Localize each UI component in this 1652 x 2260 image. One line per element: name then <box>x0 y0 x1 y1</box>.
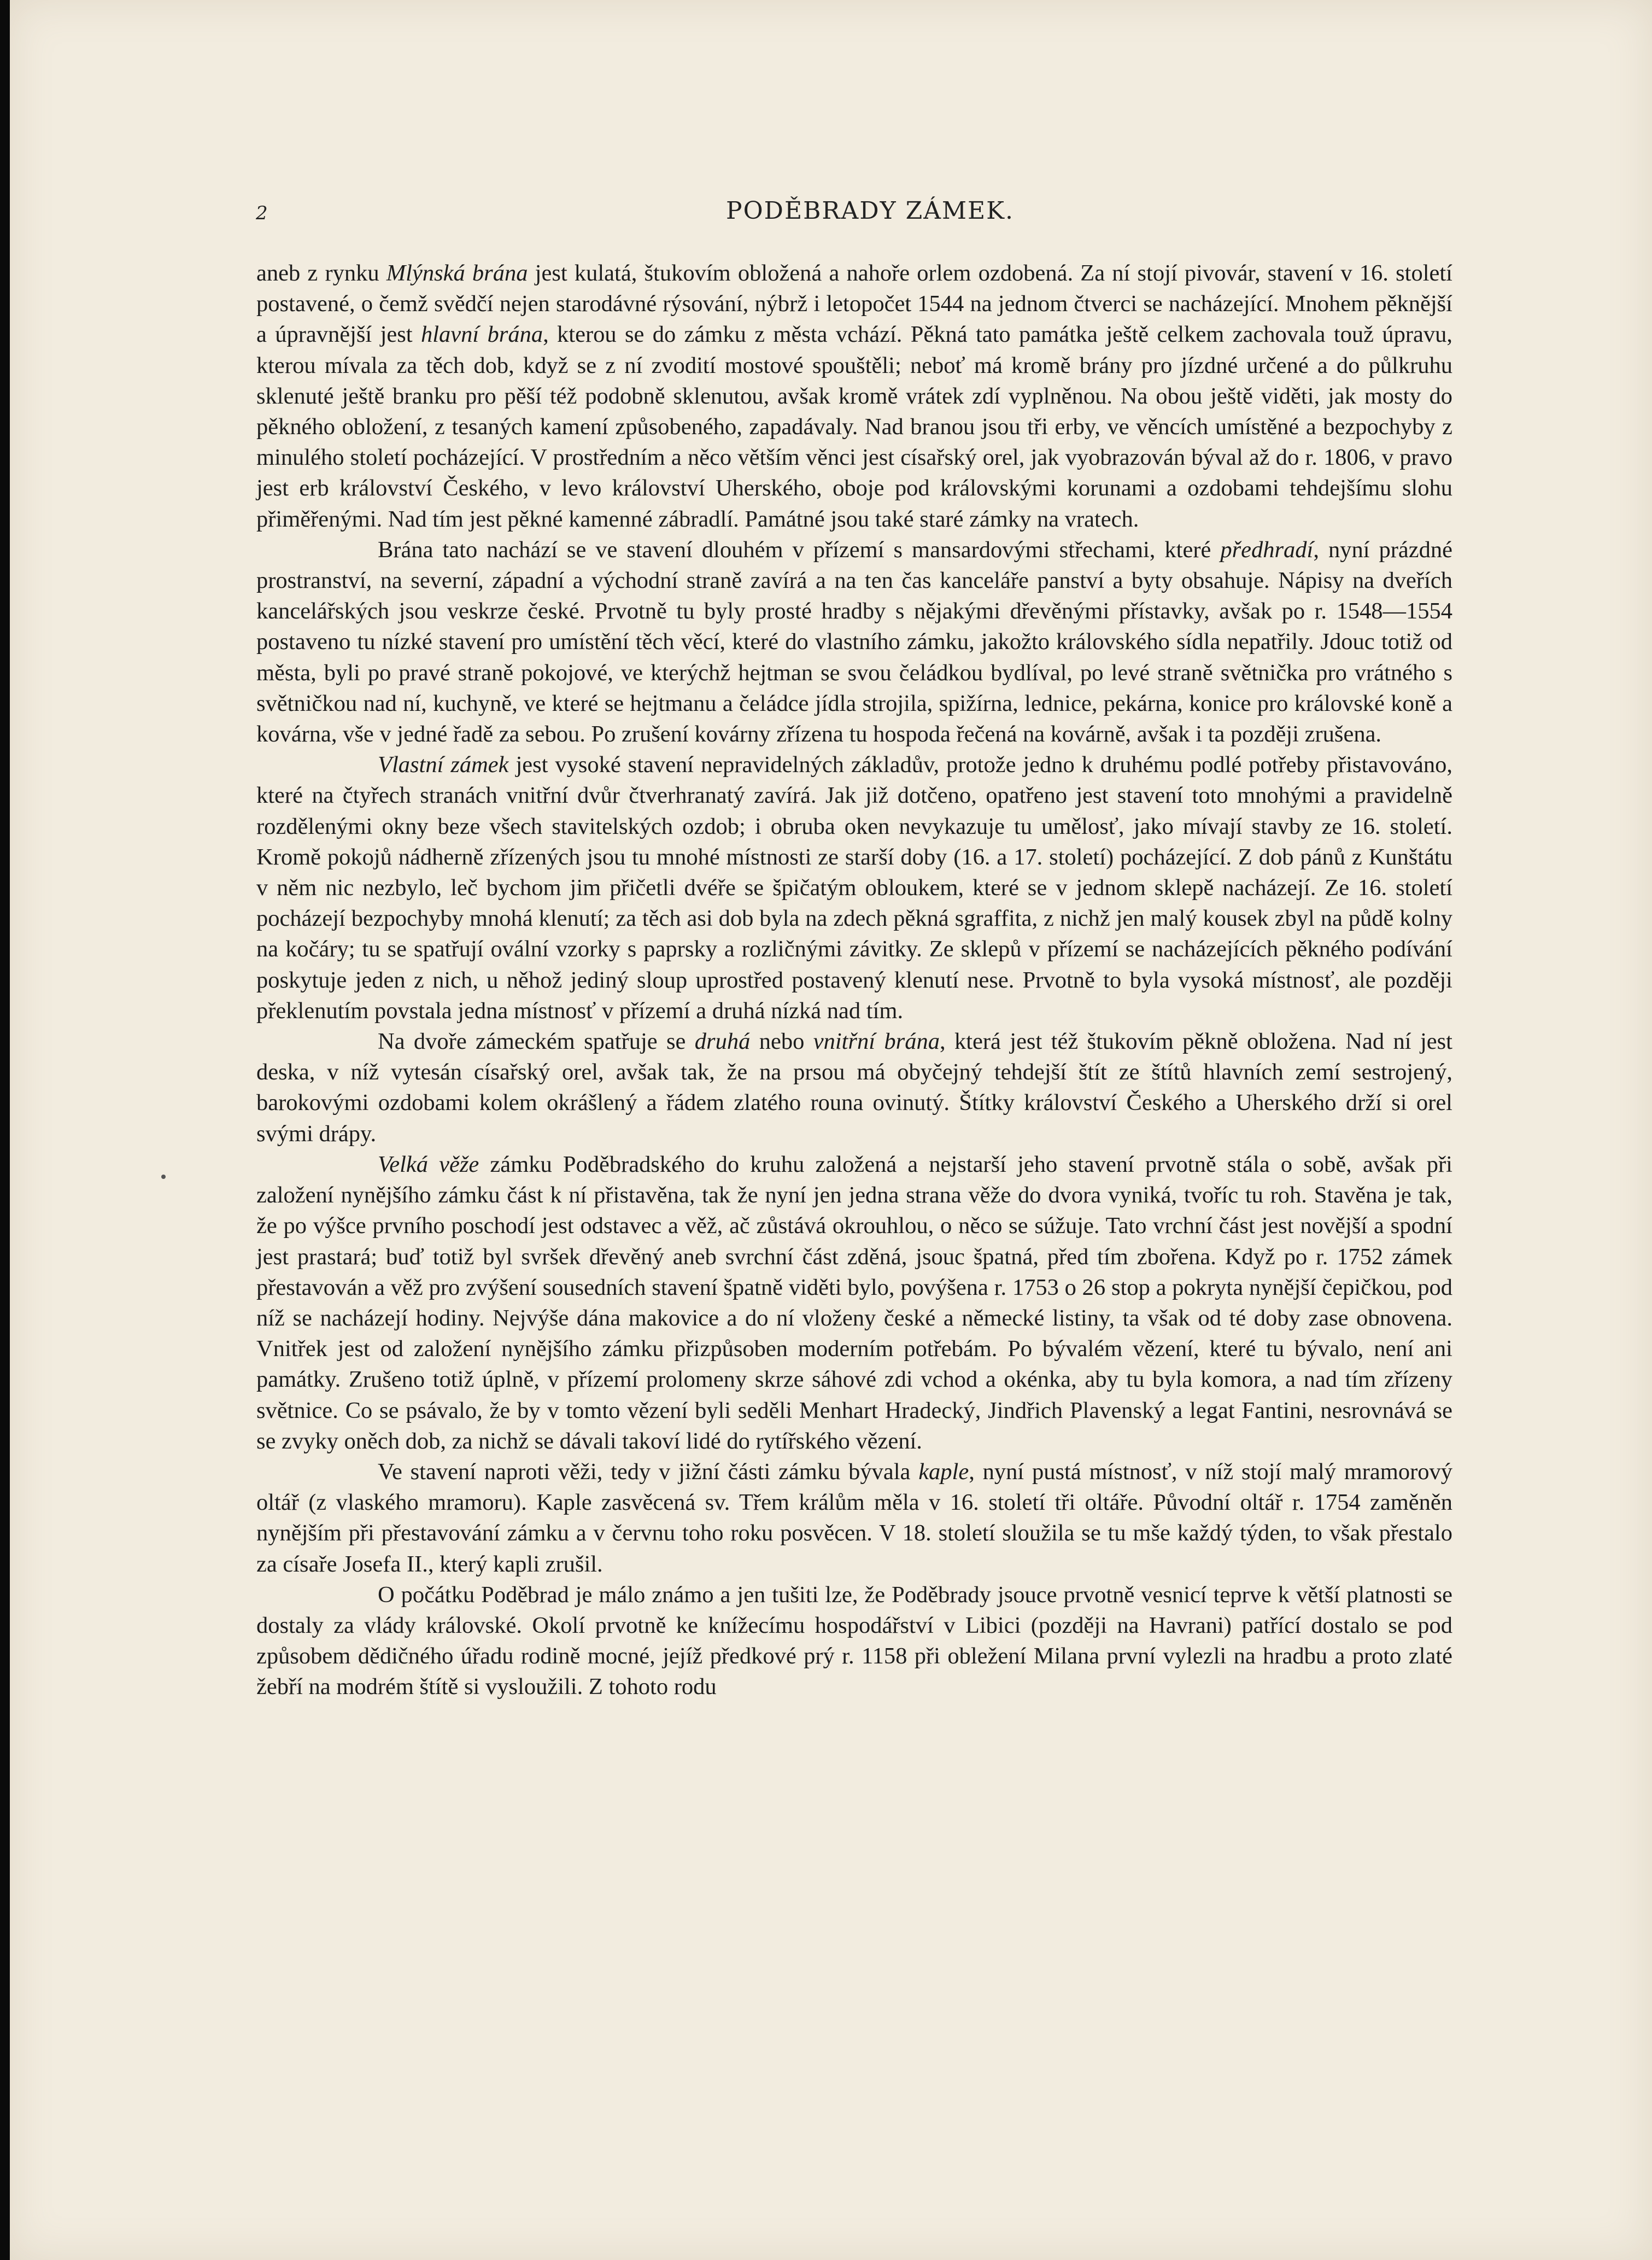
text-run: jest vysoké stavení nepravidelných základův, protože jedno k druhému podlé potřeby přistavováno, které na čtyřech stranách vnitřní dvůr čtverhranatý zavírá. Jak již dotčeno, opatřeno jest stavení toto mnohými a pravidelně rozdělenými okny beze všech stavitelských ozdob; i obruba oken nevykazuje tu umělosť, jako mívají stavby ze 16. století. Kromě pokojů nádherně zřízených jsou tu mnohé místnosti ze starší doby (16. a 17. století) pocházející. Z dob pánů z Kunštátu v něm nic nezbylo, leč bychom jim přičetli dvéře se špičatým obloukem, které se v jednom sklepě nacházejí. Ze 16. století pocházejí bezpochyby mnohá klenutí; za těch asi dob byla na zdech pěkná sgraffita, z nichž jen malý kousek zbyl na půdě kolny na kočáry; tu se spatřují ovální vzorky s paprsky a rozličnými závitky. Ze sklepů v přízemí se nacházejících pěkného podívání poskytuje jeden z nich, u něhož jediný sloup uprostřed postavený klenutí nese. Prvotně to byla vysoká místnosť, ale později překlenutím povstala jedna místnosť v přízemí a druhá nízká nad tím. <box>256 752 1452 1024</box>
book-page <box>10 0 1652 2260</box>
paragraph <box>256 1026 1452 1149</box>
page-number: 2 <box>256 202 268 224</box>
text-run: Ve stavení naproti věži, tedy v jižní části zámku bývala <box>378 1458 919 1485</box>
text-run: jest kulatá, štukovím obložená a nahoře orlem ozdobená. Za ní stojí pivovár, stavení v 16. století postavené, o čemž svědčí nejen starodávné rýsování, nýbrž i letopočet 1544 na jednom čtverci se nacházející. Mnohem pěknější a úpravnější jest <box>256 260 1452 348</box>
italic-term: vnitřní brána <box>813 1029 940 1055</box>
paragraph <box>256 258 1452 535</box>
italic-term: Mlýnská brána <box>386 260 528 286</box>
italic-term: Velká věže <box>378 1151 479 1177</box>
text-run: , nyní pustá místnosť, v níž stojí malý mramorový oltář (z vlaského mramoru). Kaple zasvěcená sv. Třem králům měla v 16. století tři oltáře. Původní oltář r. 1754 zaměněn nynějším při přestavování zámku a v červnu toho roku posvěcen. V 18. století sloužila se tu mše každý týden, to však přestalo za císaře Josefa II., který kapli zrušil. <box>256 1458 1453 1577</box>
italic-term: druhá <box>694 1029 751 1055</box>
text-run: zámku Poděbradského do kruhu založená a nejstarší jeho stavení prvotně stála o sobě, avšak při založení nynějšího zámku část k ní přistavěna, tak že nyní jen jedna strana věže do dvora vyniká, tvoříc tu roh. Stavěna je tak, že po výšce prvního poschodí jest odstavec a věž, ač zůstává okrouhlou, o něco se súžuje. Tato vrchní část jest novější a spodní jest prastará; buď totiž byl svršek dřevěný aneb svrchní část zděná, jsouc špatná, před tím zbořena. Když po r. 1752 zámek přestavován a věž pro zvýšení sousedních stavení špatně viděti bylo, povýšena r. 1753 o 26 stop a pokryta nynější čepičkou, pod níž se nacházejí hodiny. Nejvýše dána makovice a do ní vloženy české a německé listiny, ta však od té doby zase obnovena. Vnitřek jest od založení nynějšího zámku přizpůsoben moderním potřebám. Po bývalém vězení, které tu bývalo, není ani památky. Zrušeno totiž úplně, v přízemí prolomeny skrze sáhové zdi vchod a okénka, aby tu byla komora, a nad tím zřízeny světnice. Co se psávalo, že by v tomto vězení byli seděli Menhart Hradecký, Jindřich Plavenský a legat Fantini, nesrovnává se se zvyky oněch dob, za nichž se dávali takoví lidé do rytířského vězení. <box>256 1151 1452 1454</box>
paragraph <box>256 1580 1452 1703</box>
text-run: aneb z rynku <box>256 260 386 286</box>
text-run: , která jest též štukovím pěkně obložena. Nad ní jest deska, v níž vytesán císařský orel, avšak tak, že na prsou má obyčejný tehdejší štít ze štítů hlavních zemí sestrojený, barokovými ozdobami kolem okrášlený a řádem zlatého rouna ovinutý. Štítky království Českého a Uherského drží si orel svými drápy. <box>256 1029 1452 1147</box>
running-head: PODĚBRADY ZÁMEK. <box>726 197 1014 225</box>
paragraph <box>256 750 1452 1026</box>
italic-term: kaple <box>918 1458 969 1485</box>
paragraph <box>256 535 1452 750</box>
text-run: nebo <box>750 1029 813 1055</box>
italic-term: předhradí <box>1220 536 1314 563</box>
text-run: , nyní prázdné prostranství, na severní, západní a východní straně zavírá a na ten čas kanceláře panství a byty obsahuje. Nápisy na dveřích kancelářských jsou veskrze české. Prvotně tu byly prosté hradby s nějakými dřevěnými přístavky, avšak po r. 1548—1554 postaveno tu nízké stavení pro umístění těch věcí, které do vlastního zámku, jakožto královského sídla nepatřily. Jdouc totiž od města, byli po pravé straně pokojové, ve kterýchž hejtman se svou čeládkou bydlíval, po levé straně světnička pro vrátného s světničkou nad ní, kuchyně, ve které se hejtmanu a čeládce jídla strojila, spižírna, lednice, pekárna, konice pro královské koně a kovárna, vše v jedné řadě za sebou. Po zrušení kovárny zřízena tu hospoda řečená na kovárně, avšak i ta později zrušena. <box>256 536 1452 748</box>
text-run: Na dvoře zámeckém spatřuje se <box>378 1029 695 1055</box>
paragraph <box>256 1149 1452 1457</box>
body-text <box>256 258 1452 1703</box>
paragraph <box>256 1457 1452 1580</box>
text-run: O počátku Poděbrad je málo známo a jen tušiti lze, že Poděbrady jsouce prvotně vesnicí teprve k větší platnosti se dostaly za vlády královské. Okolí prvotně ke knížecímu hospodářství v Libici (později na Havrani) patřící dostalo se pod způsobem dědičného úřadu rodině mocné, jejíž předkové prý r. 1158 při obležení Milana první vylezli na hradbu a proto zlaté žebří na modrém štítě si vysloužili. Z tohoto rodu <box>256 1581 1452 1700</box>
italic-term: Vlastní zámek <box>378 752 509 778</box>
text-run: Brána tato nachází se ve stavení dlouhém v přízemí s mansardovými střechami, které <box>378 536 1221 563</box>
text-run: , kterou se do zámku z města vchází. Pěkná tato památka ještě celkem zachovala touž úpravu, kterou mívala za těch dob, když se z ní zvodití mostové spouštěli; neboť má kromě brány pro jízdné určené a do půlkruhu sklenuté ještě branku pro pěší též podobně sklenutou, avšak kromě vrátek zdí vyplněnou. Na obou ještě viděti, jak mosty do pěkného obložení, z tesaných kamení způsobeného, zapadávaly. Nad branou jsou tři erby, ve věncích umístěné a bezpochyby z minulého století pocházející. V prostředním a něco větším věnci jest císařský orel, jak vyobrazován býval až do r. 1806, v pravo jest erb království Českého, v levo království Uherského, oboje pod královskými korunami a ozdobami tehdejšímu slohu přiměřenými. Nad tím jest pěkné kamenné zábradlí. Památné jsou také staré zámky na vratech. <box>256 322 1452 532</box>
italic-term: hlavní brána <box>420 322 543 348</box>
ink-speck <box>161 1175 166 1179</box>
